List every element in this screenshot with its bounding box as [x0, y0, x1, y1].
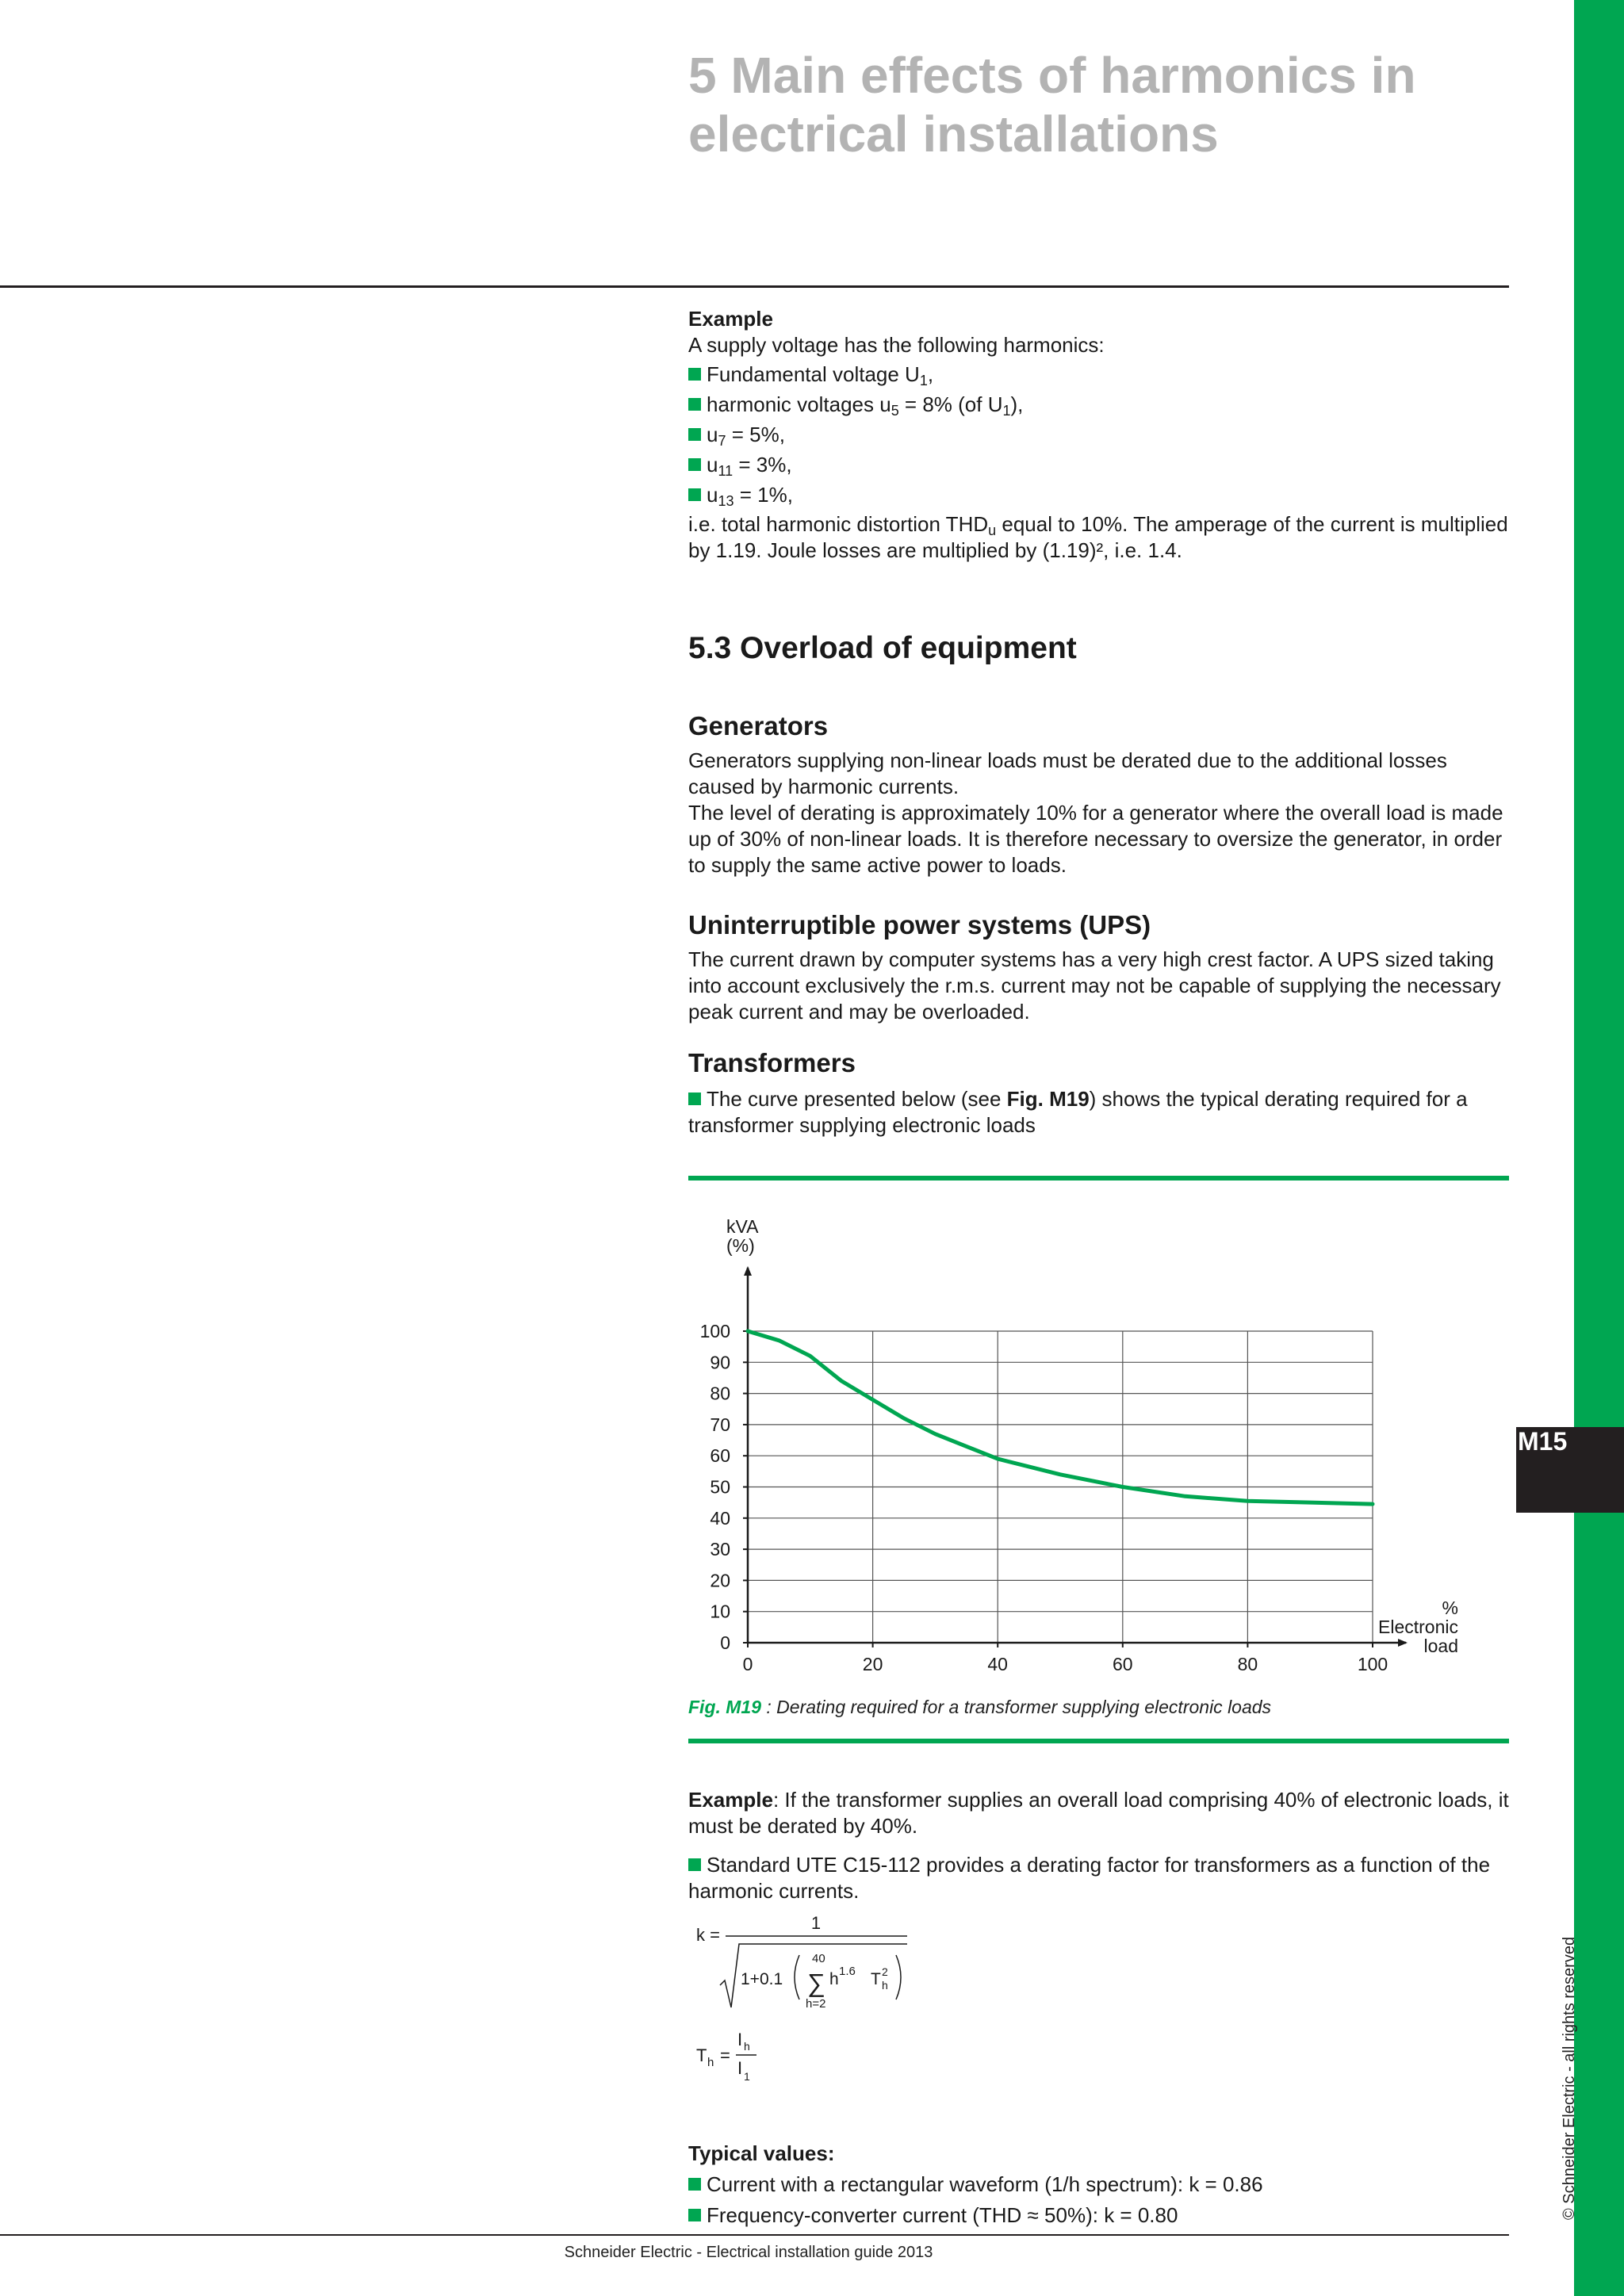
transformers-heading: Transformers [688, 1048, 856, 1077]
transformers-block [688, 1048, 1510, 1138]
formula-sum-lower: h=2 [806, 1997, 826, 2011]
chapter-title: 5 Main effects of harmonics in electrical installations [688, 47, 1416, 163]
page-footer [0, 2244, 1624, 2262]
bullet-square [688, 488, 701, 501]
derating-curve [748, 1331, 1373, 1504]
figure-caption-text: : Derating required for a transformer supplying electronic loads [761, 1697, 1272, 1717]
formula-ih-sub: h [744, 2040, 750, 2053]
x-axis-label-line: % [1442, 1598, 1458, 1618]
formula-k: k = [696, 1925, 720, 1945]
formula-ih: I [737, 2030, 743, 2049]
formula-t-sub: h [882, 1979, 888, 1992]
harmonic-item: $u_{13} = 1\%$, [688, 482, 1510, 508]
x-tick-label: 100 [1357, 1654, 1388, 1674]
formula-inner-prefix: 1+0.1 [741, 1970, 783, 1988]
transformers-bullet: The curve presented below (see Fig. M19) shows the typical derating required for a transformer supplying electronic loads [688, 1087, 1468, 1137]
example2-block [688, 1787, 1510, 1904]
y-tick-label: 10 [710, 1601, 730, 1622]
figure-bottom-rule [688, 1739, 1509, 1743]
bullet-square [688, 458, 701, 471]
figure-caption-label: Fig. M19 [688, 1697, 762, 1717]
copyright-notice: © Schneider Electric - all rights reserved [1561, 1936, 1578, 2220]
harmonic-item: harmonic voltages $u_5 = 8\%$ (of $U_1$), [688, 392, 1510, 418]
y-tick-label: 30 [710, 1539, 730, 1560]
formula-i1-sub: 1 [744, 2070, 750, 2083]
ups-block [688, 910, 1510, 1025]
bullet-square [688, 398, 701, 411]
figure-caption [688, 1697, 1271, 1718]
typical-heading: Typical values: [688, 2141, 835, 2165]
x-axis-label-line: load [1423, 1636, 1458, 1656]
section-heading-block [688, 631, 1510, 666]
x-tick-label: 20 [862, 1654, 883, 1674]
formula-th-sub: h [707, 2056, 714, 2069]
bullet-square [688, 2178, 701, 2191]
formula-h-exp: 1.6 [839, 1965, 856, 1978]
ups-heading: Uninterruptible power systems (UPS) [688, 910, 1151, 939]
harmonic-item: Fundamental voltage $U_1$, [688, 362, 1510, 388]
page-tab-label: M15 [1518, 1427, 1568, 1456]
figure-top-rule [688, 1176, 1509, 1181]
y-tick-label: 70 [710, 1414, 730, 1435]
thd-paragraph: i.e. total harmonic distortion $THD_u$ equal to 10%. The amperage of the current is multiplied by 1.19. Joule losses are multiplied by (1.19)², i.e. 1.4. [688, 512, 1508, 562]
x-tick-labels [743, 1654, 1388, 1674]
generators-block [688, 711, 1510, 878]
bullet-square [688, 1093, 701, 1105]
typical-item: Frequency-converter current (THD ≈ 50%): k = 0.80 [688, 2202, 1510, 2229]
example-intro: A supply voltage has the following harmonics: [688, 333, 1105, 357]
x-tick-label: 0 [742, 1654, 753, 1674]
y-tick-label: 90 [710, 1352, 730, 1373]
x-tick-label: 40 [987, 1654, 1008, 1674]
generators-paragraph-2: The level of derating is approximately 10% for a generator where the overall load is made up of 30% of non-linear loads. It is therefore necessary to oversize the generator, in order to supply the same active power to loads. [688, 801, 1503, 877]
formula-th-eq: = [720, 2045, 730, 2065]
chart-grid [748, 1331, 1373, 1643]
y-tick-label: 100 [699, 1321, 730, 1341]
axis-labels [726, 1216, 1458, 1656]
example2-paragraph: Example: If the transformer supplies an overall load comprising 40% of electronic loads, it must be derated by 40%. [688, 1788, 1509, 1838]
typical-item: Current with a rectangular waveform (1/h spectrum): k = 0.86 [688, 2172, 1510, 2198]
derating-formula [688, 1909, 942, 2091]
footer-text: Schneider Electric - Electrical installation guide 2013 [564, 2244, 933, 2261]
ups-paragraph: The current drawn by computer systems has a very high crest factor. A UPS sized taking into account exclusively the r.m.s. current may not be capable of supplying the necessary peak current and may be overloaded. [688, 947, 1501, 1024]
formula-t: T [871, 1970, 881, 1988]
y-tick-label: 80 [710, 1383, 730, 1404]
example-block [688, 306, 1510, 564]
typical-values-block [688, 2141, 1510, 2229]
y-axis-label-line: (%) [726, 1235, 755, 1256]
formula-numerator: 1 [810, 1913, 822, 1933]
x-tick-label: 80 [1237, 1654, 1258, 1674]
example-heading: Example [688, 307, 773, 331]
header-divider [0, 285, 1509, 288]
x-axis-label-line: Electronic [1378, 1617, 1458, 1637]
formula-i1: I [737, 2058, 743, 2078]
y-tick-label: 50 [710, 1476, 730, 1498]
y-axis-label-line: kVA [726, 1216, 759, 1237]
generators-heading: Generators [688, 711, 829, 740]
y-tick-label: 40 [710, 1507, 730, 1529]
bullet-square [688, 368, 701, 381]
section-title: 5.3 Overload of equipment [688, 631, 1077, 665]
harmonic-item: $u_7 = 5\%$, [688, 422, 1510, 448]
formula-sum-upper: 40 [812, 1952, 825, 1965]
y-tick-label: 20 [710, 1570, 730, 1591]
y-tick-label: 60 [710, 1445, 730, 1467]
formula-h: h [829, 1970, 839, 1988]
bullet-square [688, 1858, 701, 1871]
harmonic-item: $u_{11} = 3\%$, [688, 452, 1510, 478]
chart-axes [743, 1268, 1406, 1647]
y-tick-labels [700, 1321, 730, 1653]
bullet-square [688, 2209, 701, 2221]
derating-chart [688, 1209, 1458, 1685]
bullet-square [688, 428, 701, 441]
sigma-symbol: ∑ [807, 1969, 825, 1997]
side-accent-bar [1574, 0, 1624, 2296]
formula-t-sup: 2 [882, 1965, 888, 1978]
y-tick-label: 0 [720, 1632, 730, 1653]
generators-paragraph-1: Generators supplying non-linear loads must be derated due to the additional losses caused by harmonic currents. [688, 748, 1447, 798]
x-tick-label: 60 [1113, 1654, 1133, 1674]
formula-th: T [696, 2045, 707, 2065]
standard-bullet: Standard UTE C15-112 provides a derating factor for transformers as a function of the harmonic currents. [688, 1853, 1491, 1903]
chart-series [748, 1331, 1373, 1504]
footer-divider [0, 2234, 1509, 2236]
